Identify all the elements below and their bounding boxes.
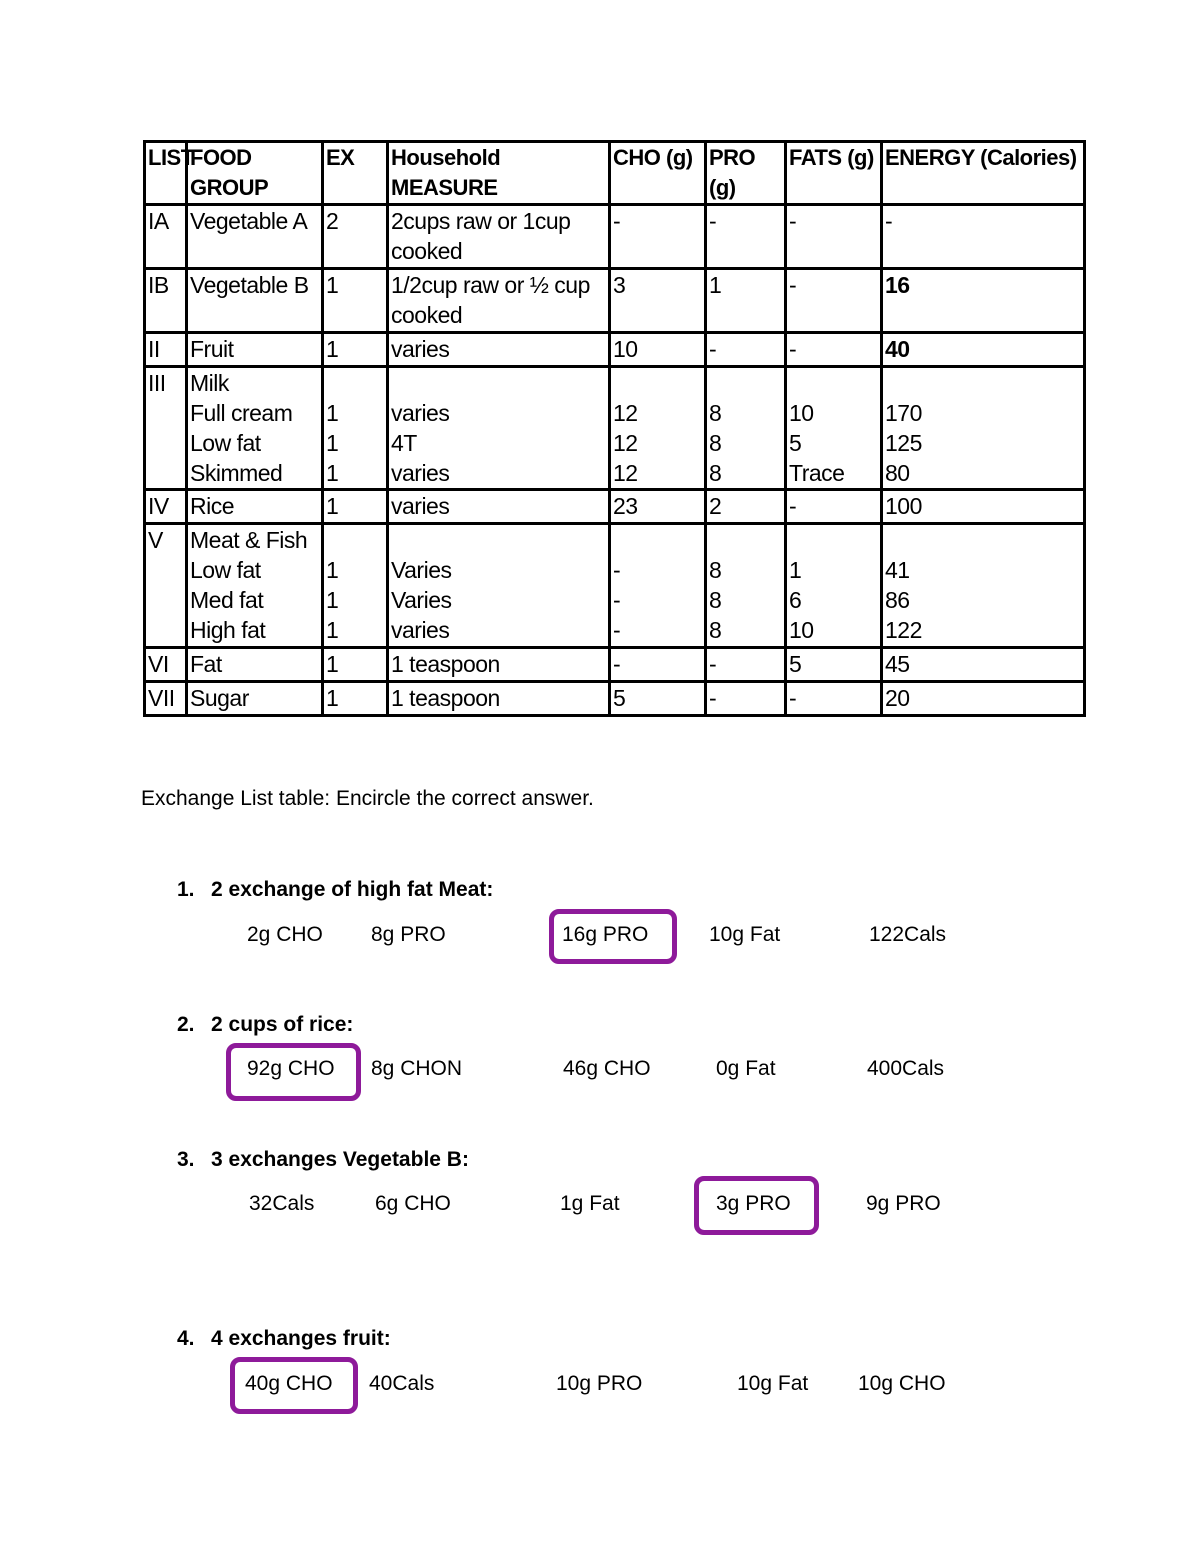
cell-sub-energy: 86 [885, 587, 910, 613]
cell-ex [323, 367, 388, 490]
question-number: 2. [177, 1013, 195, 1036]
cell-list: VII [145, 682, 187, 716]
cell-measure [388, 524, 610, 648]
cell-ex: 2 [323, 205, 388, 269]
question-text: 3 exchanges Vegetable B: [211, 1148, 469, 1171]
cell-measure: 1 teaspoon [388, 648, 610, 682]
answer-option[interactable]: 10g Fat [737, 1372, 809, 1395]
cell-measure: 1/2cup raw or ½ cup cooked [388, 269, 610, 333]
answer-option[interactable]: 46g CHO [563, 1057, 651, 1080]
cell-ex: 1 [323, 269, 388, 333]
cell-measure: 2cups raw or 1cup cooked [388, 205, 610, 269]
answer-option[interactable]: 2g CHO [247, 923, 323, 946]
cell-sub-measure: Varies [391, 557, 452, 583]
header-ex: EX [323, 142, 388, 205]
cell-measure: varies [388, 333, 610, 367]
answer-option[interactable]: 1g Fat [560, 1192, 620, 1215]
cell-pro: - [706, 205, 786, 269]
cell-sub-pro: 8 [709, 617, 722, 643]
cell-energy: 16 [882, 269, 1085, 333]
answer-option[interactable]: 10g PRO [556, 1372, 643, 1395]
answer-circle [694, 1176, 819, 1235]
cell-energy: - [882, 205, 1085, 269]
cell-pro: - [706, 333, 786, 367]
cell-list: IA [145, 205, 187, 269]
cell-sub-group: Med fat [190, 587, 264, 613]
answer-circle [226, 1043, 361, 1101]
answer-option-circled[interactable]: 16g PRO [562, 923, 649, 946]
answer-option[interactable]: 0g Fat [716, 1057, 776, 1080]
cell-sub-group: High fat [190, 617, 266, 643]
question-text: 4 exchanges fruit: [211, 1327, 391, 1350]
cell-fats: 5 [786, 648, 882, 682]
cell-energy: 20 [882, 682, 1085, 716]
table-row [145, 648, 1085, 682]
header-energy: ENERGY (Calories) [882, 142, 1085, 205]
cell-sub-cho: 12 [613, 400, 638, 426]
header-food-group: FOOD GROUP [187, 142, 323, 205]
answer-option[interactable]: 10g CHO [858, 1372, 946, 1395]
cell-list: IB [145, 269, 187, 333]
table-row [145, 682, 1085, 716]
cell-sub-pro: 8 [709, 460, 722, 486]
answer-option[interactable]: 32Cals [249, 1192, 315, 1215]
cell-sub-ex: 1 [326, 557, 339, 583]
cell-pro [706, 524, 786, 648]
header-household-measure: Household MEASURE [388, 142, 610, 205]
question-text: 2 cups of rice: [211, 1013, 354, 1036]
cell-energy [882, 367, 1085, 490]
cell-sub-cho: - [613, 617, 621, 643]
question-3 [177, 1148, 469, 1172]
answer-option[interactable]: 40Cals [369, 1372, 435, 1395]
cell-cho [610, 367, 706, 490]
cell-cho [610, 524, 706, 648]
cell-ex: 1 [323, 490, 388, 524]
cell-sub-energy: 80 [885, 460, 910, 486]
cell-fats [786, 524, 882, 648]
cell-cho: 10 [610, 333, 706, 367]
cell-group: Sugar [187, 682, 323, 716]
cell-group: Fruit [187, 333, 323, 367]
cell-list: II [145, 333, 187, 367]
cell-ex [323, 524, 388, 648]
question-number: 1. [177, 878, 195, 901]
cell-energy: 100 [882, 490, 1085, 524]
cell-sub-fats: Trace [789, 460, 845, 486]
cell-measure: 1 teaspoon [388, 682, 610, 716]
answer-circle [230, 1357, 358, 1414]
cell-group [187, 524, 323, 648]
cell-group: Rice [187, 490, 323, 524]
cell-cho: 3 [610, 269, 706, 333]
cell-sub-ex: 1 [326, 400, 339, 426]
cell-sub-cho: - [613, 557, 621, 583]
table-row [145, 333, 1085, 367]
table-row [145, 490, 1085, 524]
cell-sub-measure: 4T [391, 430, 417, 456]
cell-cho: - [610, 205, 706, 269]
cell-sub-measure: varies [391, 460, 450, 486]
answer-option-circled[interactable]: 3g PRO [716, 1192, 791, 1215]
table-header-row [145, 142, 1085, 205]
cell-pro: 2 [706, 490, 786, 524]
cell-sub-energy: 125 [885, 430, 922, 456]
cell-sub-fats: 5 [789, 430, 802, 456]
cell-measure: varies [388, 490, 610, 524]
cell-measure [388, 367, 610, 490]
cell-sub-group: Low fat [190, 557, 261, 583]
cell-sub-cho: - [613, 587, 621, 613]
cell-group [187, 367, 323, 490]
cell-sub-group: Low fat [190, 430, 261, 456]
question-1 [177, 878, 493, 902]
table-row [145, 269, 1085, 333]
answer-option[interactable]: 6g CHO [375, 1192, 451, 1215]
cell-sub-ex: 1 [326, 460, 339, 486]
cell-sub-energy: 122 [885, 617, 922, 643]
answer-option-circled[interactable]: 40g CHO [245, 1372, 333, 1395]
answer-circle [549, 909, 677, 964]
question-4 [177, 1327, 391, 1351]
cell-sub-cho: 12 [613, 430, 638, 456]
cell-group: Fat [187, 648, 323, 682]
cell-fats [786, 367, 882, 490]
header-list: LIST [145, 142, 187, 205]
cell-sub-ex: 1 [326, 587, 339, 613]
cell-list: V [145, 524, 187, 648]
cell-sub-ex: 1 [326, 430, 339, 456]
table-row [145, 367, 1085, 490]
table-row [145, 524, 1085, 648]
cell-group-title: Milk [190, 370, 229, 396]
header-fats: FATS (g) [786, 142, 882, 205]
cell-energy: 40 [882, 333, 1085, 367]
answer-option[interactable]: 8g CHON [371, 1057, 463, 1080]
cell-sub-ex: 1 [326, 617, 339, 643]
cell-list: IV [145, 490, 187, 524]
answer-option[interactable]: 8g PRO [371, 923, 446, 946]
answer-option[interactable]: 122Cals [869, 923, 947, 946]
cell-sub-fats: 10 [789, 400, 814, 426]
cell-ex: 1 [323, 333, 388, 367]
cell-group: Vegetable B [187, 269, 323, 333]
question-number: 4. [177, 1327, 195, 1350]
cell-sub-measure: varies [391, 617, 450, 643]
question-text: 2 exchange of high fat Meat: [211, 878, 494, 901]
cell-sub-fats: 10 [789, 617, 814, 643]
cell-group-title: Meat & Fish [190, 527, 308, 553]
cell-sub-measure: Varies [391, 587, 452, 613]
cell-cho: 5 [610, 682, 706, 716]
cell-sub-pro: 8 [709, 400, 722, 426]
header-pro: PRO (g) [706, 142, 786, 205]
cell-list: III [145, 367, 187, 490]
answer-option[interactable]: 9g PRO [866, 1192, 941, 1215]
table-row [145, 205, 1085, 269]
cell-sub-pro: 8 [709, 557, 722, 583]
cell-sub-measure: varies [391, 400, 450, 426]
cell-list: VI [145, 648, 187, 682]
cell-pro: - [706, 648, 786, 682]
instructions: Exchange List table: Encircle the correct answer. [141, 787, 594, 810]
cell-cho: - [610, 648, 706, 682]
cell-sub-energy: 170 [885, 400, 922, 426]
cell-ex: 1 [323, 682, 388, 716]
cell-sub-pro: 8 [709, 587, 722, 613]
cell-fats: - [786, 682, 882, 716]
cell-sub-group: Skimmed [190, 460, 283, 486]
cell-ex: 1 [323, 648, 388, 682]
question-number: 3. [177, 1148, 195, 1171]
question-2 [177, 1013, 353, 1037]
cell-pro: - [706, 682, 786, 716]
cell-fats: - [786, 490, 882, 524]
cell-energy: 45 [882, 648, 1085, 682]
cell-fats: - [786, 333, 882, 367]
cell-sub-energy: 41 [885, 557, 910, 583]
cell-sub-group: Full cream [190, 400, 293, 426]
cell-sub-fats: 6 [789, 587, 802, 613]
exchange-table [143, 140, 1086, 717]
cell-group: Vegetable A [187, 205, 323, 269]
cell-cho: 23 [610, 490, 706, 524]
cell-fats: - [786, 269, 882, 333]
cell-sub-fats: 1 [789, 557, 802, 583]
answer-option[interactable]: 400Cals [867, 1057, 945, 1080]
cell-sub-cho: 12 [613, 460, 638, 486]
cell-sub-pro: 8 [709, 430, 722, 456]
cell-pro: 1 [706, 269, 786, 333]
cell-fats: - [786, 205, 882, 269]
answer-option-circled[interactable]: 92g CHO [247, 1057, 335, 1080]
cell-pro [706, 367, 786, 490]
cell-energy [882, 524, 1085, 648]
answer-option[interactable]: 10g Fat [709, 923, 781, 946]
header-cho: CHO (g) [610, 142, 706, 205]
